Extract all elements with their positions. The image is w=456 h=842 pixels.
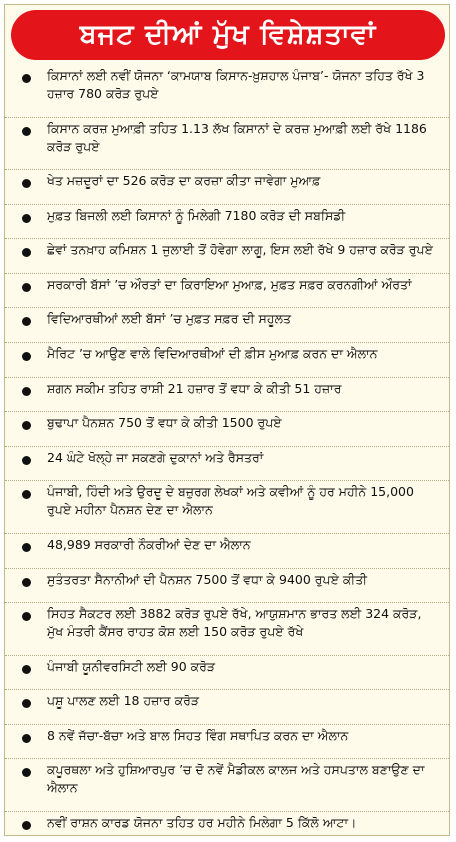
list-item bbox=[5, 273, 449, 294]
list-item-text: ਪਸ਼ੂ ਪਾਲਣ ਲਈ 18 ਹਜ਼ਾਰ ਕਰੋੜ bbox=[47, 693, 200, 709]
list-item-text: ਕਿਸਾਨ ਕਰਜ਼ ਮੁਆਫ਼ੀ ਤਹਿਤ 1.13 ਲੱਖ ਕਿਸਾਨਾਂ ਦੇ ਕਰਜ਼ ਮੁਆਫ਼ੀ ਲਈ ਰੱਖੇ 1186 ਕਰੋੜ ਰੁਪਏ bbox=[47, 120, 427, 154]
list-item bbox=[5, 602, 449, 641]
list-item-text: ਮੈਰਿਟ ’ਚ ਆਉਣ ਵਾਲੇ ਵਿਦਿਆਰਥੀਆਂ ਦੀ ਫ਼ੀਸ ਮੁਆਫ਼ ਕਰਨ ਦਾ ਐਲਾਨ bbox=[47, 346, 378, 362]
list-item bbox=[5, 342, 449, 363]
list-item-text: ਸ਼ਗਨ ਸਕੀਮ ਤਹਿਤ ਰਾਸ਼ੀ 21 ਹਜ਼ਾਰ ਤੋਂ ਵਧਾ ਕੇ ਕੀਤੀ 51 ਹਜ਼ਾਰ bbox=[47, 380, 342, 396]
bullet-icon bbox=[22, 490, 31, 499]
list-item bbox=[5, 568, 449, 589]
list-item bbox=[5, 533, 449, 554]
bullet-icon bbox=[22, 456, 31, 465]
bullet-icon bbox=[22, 387, 31, 396]
list-item bbox=[5, 377, 449, 398]
bullet-icon bbox=[22, 578, 31, 587]
list-item bbox=[5, 689, 449, 710]
list-item-text: 48,989 ਸਰਕਾਰੀ ਨੌਕਰੀਆਂ ਦੇਣ ਦਾ ਐਲਾਨ bbox=[47, 536, 251, 552]
list-item bbox=[5, 811, 449, 832]
list-item bbox=[5, 117, 449, 156]
list-item bbox=[5, 480, 449, 519]
list-item-text: ਕਪੂਰਥਲਾ ਅਤੇ ਹੁਸ਼ਿਆਰਪੁਰ ’ਚ ਦੋ ਨਵੇਂ ਮੈਡੀਕਲ ਕਾਲਜ ਅਤੇ ਹਸਪਤਾਲ ਬਣਾਉਣ ਦਾ ਐਲਾਨ bbox=[47, 762, 425, 796]
bullet-icon bbox=[22, 421, 31, 430]
highlights-list bbox=[5, 67, 449, 832]
list-item bbox=[5, 411, 449, 432]
list-item bbox=[5, 204, 449, 225]
bullet-icon bbox=[22, 612, 31, 621]
list-item bbox=[5, 67, 449, 103]
bullet-icon bbox=[22, 248, 31, 257]
list-item-text: ਬੁਢਾਪਾ ਪੈਨਸ਼ਨ 750 ਤੋਂ ਵਧਾ ਕੇ ਕੀਤੀ 1500 ਰੁਪਏ bbox=[47, 415, 282, 431]
list-item-text: ਨਵੀਂ ਰਾਸ਼ਨ ਕਾਰਡ ਯੋਜਨਾ ਤਹਿਤ ਹਰ ਮਹੀਨੇ ਮਿਲੇਗਾ 5 ਕਿੱਲੋ ਆਟਾ। bbox=[47, 814, 357, 830]
list-item bbox=[5, 238, 449, 259]
bullet-icon bbox=[22, 734, 31, 743]
bullet-icon bbox=[22, 317, 31, 326]
title-banner bbox=[11, 10, 445, 60]
bullet-icon bbox=[22, 699, 31, 708]
list-item-text: ਖੇਤ ਮਜ਼ਦੂਰਾਂ ਦਾ 526 ਕਰੋੜ ਦਾ ਕਰਜ਼ਾ ਕੀਤਾ ਜਾਵੇਗਾ ਮੁਆਫ਼ bbox=[47, 173, 321, 189]
bullet-icon bbox=[22, 127, 31, 136]
list-item bbox=[5, 724, 449, 745]
page-title: ਬਜਟ ਦੀਆਂ ਮੁੱਖ ਵਿਸ਼ੇਸ਼ਤਾਵਾਂ bbox=[79, 19, 377, 50]
list-item-text: ਕਿਸਾਨਾਂ ਲਈ ਨਵੀਂ ਯੋਜਨਾ ‘ਕਾਮਯਾਬ ਕਿਸਾਨ-ਖ਼ੁਸ਼ਹਾਲ ਪੰਜਾਬ’- ਯੋਜਨਾ ਤਹਿਤ ਰੱਖੇ 3 ਹਜ਼ਾਰ 780 ਕਰੋੜ ਰੁਪਏ bbox=[47, 68, 425, 101]
list-item-text: ਪੰਜਾਬੀ ਯੂਨੀਵਰਸਿਟੀ ਲਈ 90 ਕਰੋੜ bbox=[47, 658, 216, 674]
bullet-icon bbox=[22, 768, 31, 777]
list-item-text: ਵਿਦਿਆਰਥੀਆਂ ਲਈ ਬੱਸਾਂ ’ਚ ਮੁਫ਼ਤ ਸਫ਼ਰ ਦੀ ਸਹੂਲਤ bbox=[47, 311, 291, 327]
list-item-text: ਸਰਕਾਰੀ ਬੱਸਾਂ ’ਚ ਔਰਤਾਂ ਦਾ ਕਿਰਾਇਆ ਮੁਆਫ਼, ਮੁਫ਼ਤ ਸਫ਼ਰ ਕਰਨਗੀਆਂ ਔਰਤਾਂ bbox=[47, 276, 412, 292]
bullet-icon bbox=[22, 283, 31, 292]
bullet-icon bbox=[22, 543, 31, 552]
list-item bbox=[5, 446, 449, 467]
list-item-text: ਮੁਫ਼ਤ ਬਿਜਲੀ ਲਈ ਕਿਸਾਨਾਂ ਨੂੰ ਮਿਲੇਗੀ 7180 ਕਰੋੜ ਦੀ ਸਬਸਿਡੀ bbox=[47, 207, 346, 223]
list-item-text: ਸੁਤੰਤਰਤਾ ਸੈਨਾਨੀਆਂ ਦੀ ਪੈਨਸ਼ਨ 7500 ਤੋਂ ਵਧਾ ਕੇ 9400 ਰੁਪਏ ਕੀਤੀ bbox=[47, 571, 367, 587]
bullet-icon bbox=[22, 179, 31, 188]
list-item bbox=[5, 655, 449, 676]
list-item-text: ਛੇਵਾਂ ਤਨਖ਼ਾਹ ਕਮਿਸ਼ਨ 1 ਜੁਲਾਈ ਤੋਂ ਹੋਵੇਗਾ ਲਾਗੂ, ਇਸ ਲਈ ਰੱਖੇ 9 ਹਜ਼ਾਰ ਕਰੋੜ ਰੁਪਏ bbox=[47, 242, 433, 258]
bullet-icon bbox=[22, 214, 31, 223]
list-item-text: ਸਿਹਤ ਸੈਕਟਰ ਲਈ 3882 ਕਰੋੜ ਰੁਪਏ ਰੱਖੇ, ਆਯੁਸ਼ਮਾਨ ਭਾਰਤ ਲਈ 324 ਕਰੋੜ, ਮੁੱਖ ਮੰਤਰੀ ਕੈਂਸਰ ਰਾਹਤ ਕੋਸ਼ ਲਈ 150 ਕਰੋੜ ਰੁਪਏ ਰੱਖੇ bbox=[47, 606, 422, 640]
list-item-text: 8 ਨਵੇਂ ਜੱਚਾ-ਬੱਚਾ ਅਤੇ ਬਾਲ ਸਿਹਤ ਵਿੰਗ ਸਥਾਪਿਤ ਕਰਨ ਦਾ ਐਲਾਨ bbox=[47, 727, 349, 743]
list-item bbox=[5, 307, 449, 328]
list-item bbox=[5, 169, 449, 190]
list-item bbox=[5, 758, 449, 797]
bullet-icon bbox=[22, 352, 31, 361]
budget-highlights-card bbox=[4, 4, 450, 836]
bullet-icon bbox=[22, 665, 31, 674]
bullet-icon bbox=[22, 74, 31, 83]
bullet-icon bbox=[22, 821, 31, 830]
list-item-text: ਪੰਜਾਬੀ, ਹਿੰਦੀ ਅਤੇ ਉਰਦੂ ਦੇ ਬਜ਼ੁਰਗ ਲੇਖਕਾਂ ਅਤੇ ਕਵੀਆਂ ਨੂੰ ਹਰ ਮਹੀਨੇ 15,000 ਰੁਪਏ ਮਹੀਨਾ ਪੈਨਸ਼ਨ ਦੇਣ ਦਾ ਐਲਾਨ bbox=[47, 484, 414, 518]
list-item-text: 24 ਘੰਟੇ ਖੋਲ੍ਹੇ ਜਾ ਸਕਣਗੇ ਦੁਕਾਨਾਂ ਅਤੇ ਰੈਸਤਰਾਂ bbox=[47, 449, 264, 465]
